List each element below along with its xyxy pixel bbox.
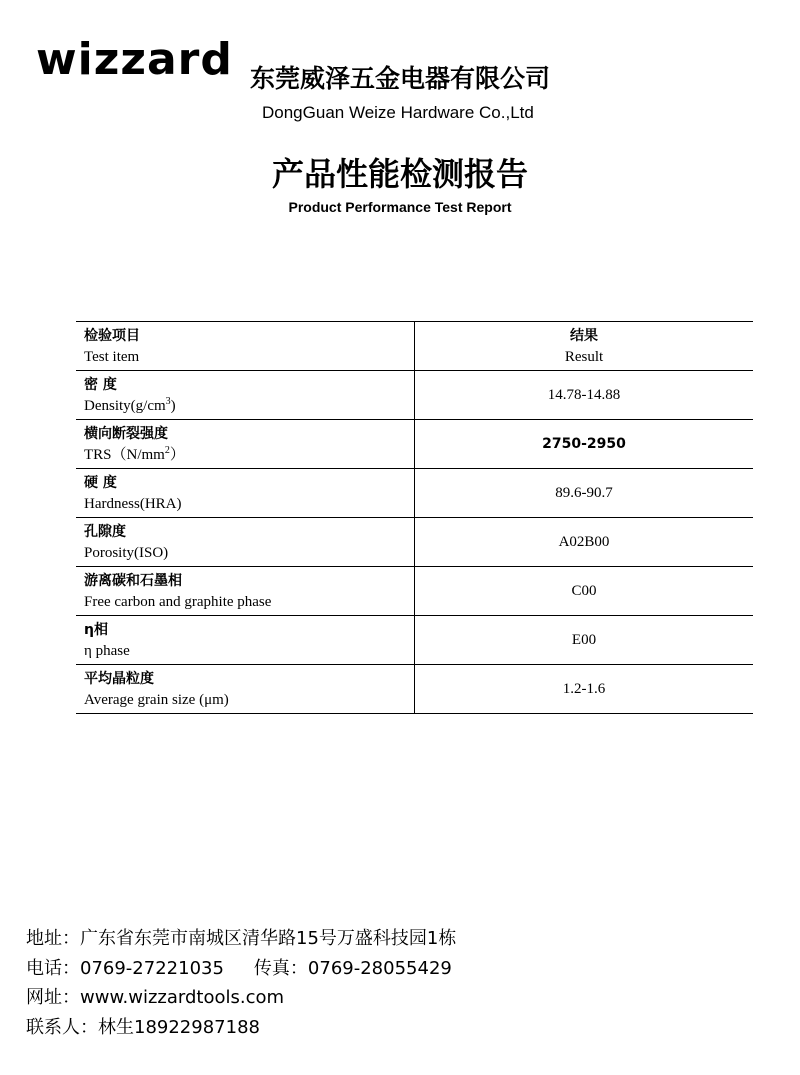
row-label-en: Free carbon and graphite phase xyxy=(84,594,272,610)
website-line: 网址：www.wizzardtools.com xyxy=(26,987,285,1008)
report-title-cn: 产品性能检测报告 xyxy=(271,155,528,193)
header-item-en: Test item xyxy=(84,349,140,365)
header-item-cell xyxy=(76,322,415,371)
row-label-en: Hardness(HRA) xyxy=(84,496,182,512)
table-row xyxy=(76,616,753,665)
row-value: 2750-2950 xyxy=(542,436,626,452)
phone-fax-line xyxy=(26,954,456,984)
row-label-en: η phase xyxy=(84,643,130,659)
address-line: 地址：广东省东莞市南城区清华路15号万盛科技园1栋 xyxy=(26,928,457,949)
row-value: 1.2-1.6 xyxy=(562,680,606,697)
row-label-cn: 横向断裂强度 xyxy=(84,426,168,442)
row-label-en: Porosity(ISO) xyxy=(84,545,169,561)
header-result-en: Result xyxy=(564,349,604,365)
row-label-en: Average grain size (μm) xyxy=(84,692,229,708)
row-label-cn: 游离碳和石墨相 xyxy=(84,573,182,589)
header-result-cell xyxy=(415,322,754,371)
row-label-cn: 硬 度 xyxy=(84,475,117,491)
row-label-en: $TRS(N/mm^2)$ xyxy=(84,445,185,463)
row-label-cn: 密 度 xyxy=(84,377,117,393)
header-item-cn: 检验项目 xyxy=(84,328,140,344)
row-value: A02B00 xyxy=(558,533,610,550)
company-name-en: DongGuan Weize Hardware Co.,Ltd xyxy=(262,103,534,122)
table-row xyxy=(76,567,753,616)
header-result-cn: 结果 xyxy=(570,328,598,344)
table-header-row xyxy=(76,322,753,371)
table-row xyxy=(76,665,753,714)
test-results-table xyxy=(76,321,753,714)
row-label-cn: 平均晶粒度 xyxy=(84,671,154,687)
contact-footer xyxy=(26,924,456,1042)
contact-line: 联系人：林生18922987188 xyxy=(26,1016,260,1038)
table-row xyxy=(76,420,753,469)
row-label-cn: η相 xyxy=(84,622,108,638)
row-value: C00 xyxy=(571,582,597,599)
fax-number: 传真：0769-28055429 xyxy=(253,957,452,979)
row-value: 89.6-90.7 xyxy=(555,484,613,501)
row-value: E00 xyxy=(571,631,597,648)
report-title-en: Product Performance Test Report xyxy=(288,199,512,215)
table-row xyxy=(76,469,753,518)
phone-number: 电话：0769-27221035 xyxy=(26,957,224,979)
table-row xyxy=(76,518,753,567)
row-value: 14.78-14.88 xyxy=(547,386,621,403)
row-label-cn: 孔隙度 xyxy=(84,524,126,540)
company-name-cn: 东莞威泽五金电器有限公司 xyxy=(250,64,551,93)
company-logo: wizzard xyxy=(36,34,233,85)
table-row xyxy=(76,371,753,420)
row-label-en: $Density(g/cm^3)$ xyxy=(84,396,176,414)
